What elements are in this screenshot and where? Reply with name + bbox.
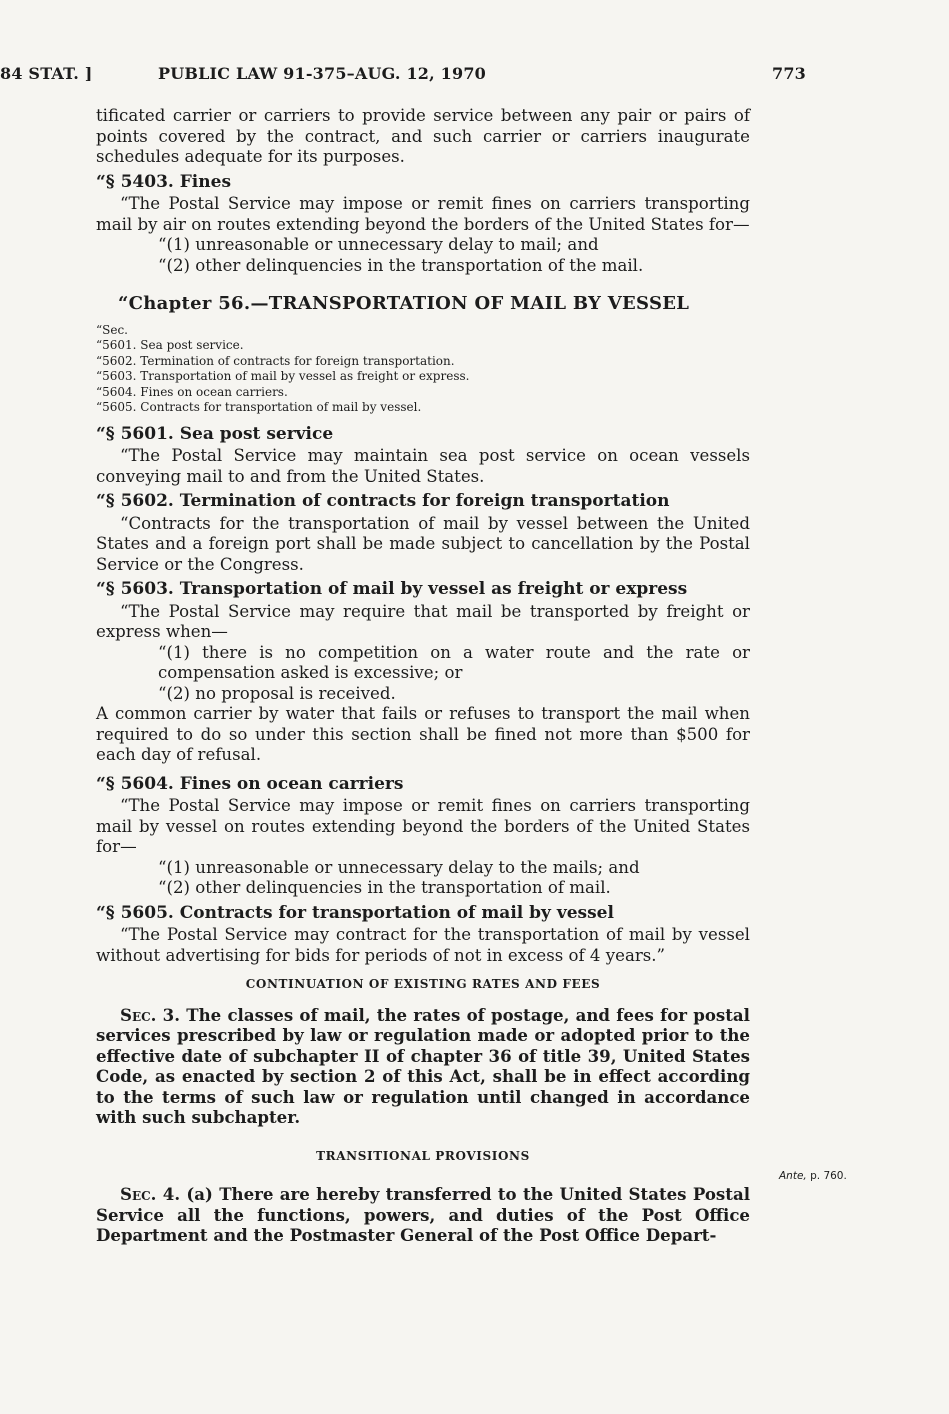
chapter-56-title: “Chapter 56.—TRANSPORTATION OF MAIL BY VESSEL: [118, 293, 690, 314]
toc-sec-label: “Sec.: [96, 322, 128, 337]
transitional-heading: TRANSITIONAL PROVISIONS: [316, 1148, 530, 1163]
margin-note-page: p. 760.: [806, 1170, 847, 1182]
page-number: 773: [772, 64, 806, 83]
section-5604-text: “The Postal Service may impose or remit fines on carriers transporting mail by vessel on routes extending beyond the borders of the United States for—: [96, 796, 750, 856]
section-5604-item-1: “(1) unreasonable or unnecessary delay to the mails; and: [158, 857, 640, 877]
intro-paragraph: tificated carrier or carriers to provide service between any pair or pairs of points covered by the contract, and such carrier or carriers inaugurate schedules adequate for its purposes.: [96, 106, 750, 166]
section-5605-heading: “§ 5605. Contracts for transportation of mail by vessel: [96, 902, 614, 923]
section-5603-heading: “§ 5603. Transportation of mail by vessel as freight or express: [96, 579, 688, 599]
section-5602-heading: “§ 5602. Termination of contracts for foreign transportation: [96, 491, 670, 511]
section-5602-text: “Contracts for the transportation of mail by vessel between the United States and a foreign port shall be made subject to cancellation by the Postal Service or the Congress.: [96, 513, 750, 574]
chapter-toc: [96, 323, 750, 416]
section-5604-heading: “§ 5604. Fines on ocean carriers: [96, 773, 404, 794]
section-5605-text: “The Postal Service may contract for the transportation of mail by vessel without advertising for bids for periods of not in excess of 4 years.”: [96, 925, 750, 965]
section-5601-text: “The Postal Service may maintain sea post service on ocean vessels conveying mail to and from the United States.: [96, 446, 750, 486]
sec-3-paragraph: [96, 1005, 750, 1128]
toc-entry: “5602. Termination of contracts for foreign transportation.: [96, 353, 455, 368]
section-5601-heading: “§ 5601. Sea post service: [96, 423, 334, 444]
section-5603-item-2: “(2) no proposal is received.: [158, 683, 396, 703]
section-5603-penalty: A common carrier by water that fails or refuses to transport the mail when required to do so under this section shall be fined not more than $500 for each day of refusal.: [96, 704, 750, 764]
statute-reference: 84 STAT. ]: [0, 64, 93, 83]
toc-entry: “5603. Transportation of mail by vessel as freight or express.: [96, 369, 470, 383]
margin-note-label: Ante,: [779, 1170, 807, 1182]
document-body: [96, 106, 750, 1246]
sec-4-paragraph: [96, 1184, 750, 1246]
section-5403-item-2: “(2) other delinquencies in the transportation of the mail.: [158, 255, 644, 275]
section-5603-text: “The Postal Service may require that mail be transported by freight or express when—: [96, 601, 750, 641]
public-law-title: PUBLIC LAW 91-375–AUG. 12, 1970: [158, 64, 486, 83]
section-5403-item-1: “(1) unreasonable or unnecessary delay to mail; and: [158, 235, 599, 254]
toc-entry: “5605. Contracts for transportation of mail by vessel.: [96, 400, 422, 414]
toc-entry: “5601. Sea post service.: [96, 338, 244, 352]
sec-4-label: Sec. 4.: [120, 1184, 181, 1204]
section-5403-text: “The Postal Service may impose or remit fines on carriers transporting mail by air on routes extending beyond the borders of the United States for—: [96, 194, 750, 234]
section-5603-item-1: “(1) there is no competition on a water route and the rate or compensation asked is excessive; or: [158, 642, 750, 682]
sec-3-label: Sec. 3.: [120, 1004, 181, 1025]
margin-note: [779, 1170, 847, 1182]
toc-entry: “5604. Fines on ocean carriers.: [96, 384, 288, 399]
section-5604-item-2: “(2) other delinquencies in the transportation of mail.: [158, 878, 611, 897]
continuation-heading: CONTINUATION OF EXISTING RATES AND FEES: [245, 977, 601, 991]
section-5403-heading: “§ 5403. Fines: [96, 171, 232, 192]
sec-4-text: (a) There are hereby transferred to the United States Postal Service all the functions, powers, and duties of the Post Office Department and the Postmaster General of the Post Office Depart-: [96, 1184, 750, 1245]
sec-3-text: The classes of mail, the rates of postage, and fees for postal services prescribed by law or regulation made or adopted prior to the effective date of subchapter II of chapter 36 of title 39, United States Code, as enacted by section 2 of this Act, shall be in effect according to the terms of such law or regulation until changed in accordance with such subchapter.: [96, 1004, 750, 1127]
